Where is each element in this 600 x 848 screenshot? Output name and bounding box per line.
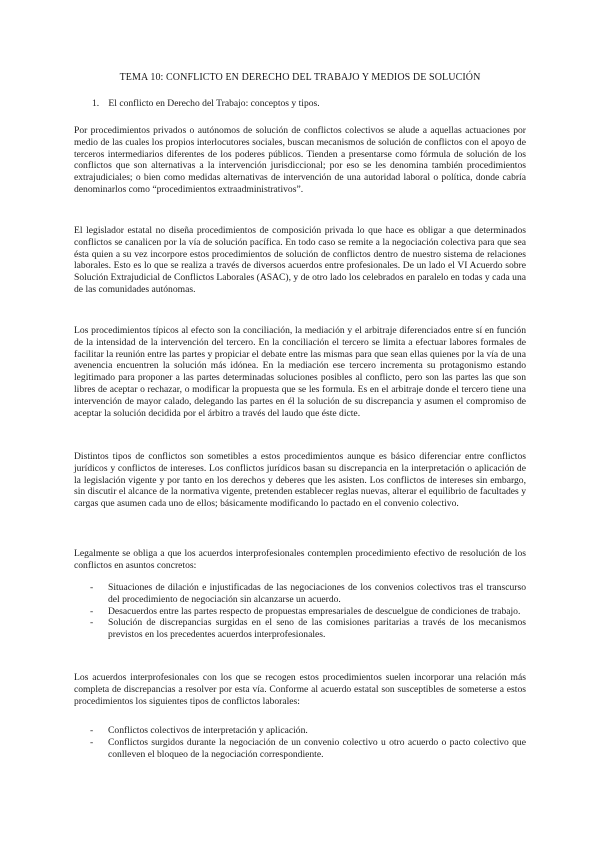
- list-item-text: Conflictos colectivos de interpretación y aplicación.: [108, 725, 308, 736]
- list-dash: -: [90, 736, 94, 748]
- list-item-text: Solución de discrepancias surgidas en el seno de las comisiones paritarias a través de los mecanismos previstos en los precedentes acuerdos interprofesionales.: [108, 617, 526, 641]
- paragraph-tipos-de-conflictos: Distintos tipos de conflictos son sometibles a estos procedimientos aunque es básico diferenciar entre conflictos jurídicos y conflictos de intereses. Los conflictos jurídicos basan su discrepancia en la interpretación o aplicación de la legislación vigente y por tanto en los derechos y deberes que les asisten. Los conflictos de intereses sin embargo, sin discutir el alcance de la normativa vigente, pretenden establecer reglas nuevas, alterar el equilibrio de facultades y cargas que asumen cada uno de ellos; básicamente modificando lo pactado en el convenio colectivo.: [74, 451, 526, 510]
- paragraph-legislador-estatal: El legislador estatal no diseña procedimientos de composición privada lo que hace es obligar a que determinados conflictos se canalicen por la vía de solución pacífica. En todo caso se remite a la negociación colectiva para que sea ésta quien a su vez incorpore estos procedimientos de solución de conflictos dentro de nuestro sistema de relaciones laborales. Esto es lo que se realiza a través de diversos acuerdos entre profesionales. De un lado el VI Acuerdo sobre Solución Extrajudicial de Conflictos Laborales (ASAC), y de otro lado los celebrados en paralelo en todas y cada una de las comunidades autónomas.: [74, 225, 526, 295]
- paragraph-acuerdos-interprofesionales: Los acuerdos interprofesionales con los que se recogen estos procedimientos suelen incorporar una relación más completa de discrepancias a resolver por esta vía. Conforme al acuerdo estatal son susceptibles de someterse a estos procedimientos los siguientes tipos de conflictos laborales:: [74, 672, 526, 707]
- list-dash: -: [90, 617, 94, 629]
- list-dash: -: [90, 725, 94, 736]
- list-item-text: Situaciones de dilación e injustificadas de las negociaciones de los convenios colectivos tras el transcurso del procedimiento de negociación sin alcanzarse un acuerdo.: [108, 582, 526, 605]
- section-number: 1.: [92, 98, 100, 109]
- list-item: [74, 617, 526, 641]
- list-item: [74, 725, 526, 737]
- paragraph-procedimientos-tipicos: Los procedimientos típicos al efecto son la conciliación, la mediación y el arbitraje diferenciados entre sí en función de la intensidad de la intervención del tercero. En la conciliación el tercero se limita a efectuar labores formales de facilitar la reunión entre las partes y propiciar el debate entre las mismas para que sean ellas quienes por la vía de una avenencia encuentren la solución más idónea. En la mediación ese tercero incrementa su protagonismo estando legitimado para proponer a las partes determinadas soluciones posibles al conflicto, pero son las partes las que son libres de aceptar o rechazar, o modificar la propuesta que se les formula. Es en el arbitraje donde el tercero tiene una intervención de mayor calado, delegando las partes en él la solución de su discrepancia y asumen el compromiso de aceptar la solución decidida por el árbitro a través del laudo que éste dicte.: [74, 325, 526, 419]
- document-title: TEMA 10: CONFLICTO EN DERECHO DEL TRABAJO Y MEDIOS DE SOLUCIÓN: [119, 72, 481, 83]
- list-item-text: Conflictos surgidos durante la negociación de un convenio colectivo u otro acuerdo o pacto colectivo que conlleven el bloqueo de la negociación correspondiente.: [108, 736, 526, 760]
- section-heading-text: El conflicto en Derecho del Trabajo: conceptos y tipos.: [108, 98, 320, 109]
- list-tipos-conflictos-laborales: [74, 725, 526, 760]
- section-heading: [92, 98, 512, 110]
- list-item: [74, 737, 526, 761]
- list-dash: -: [90, 582, 94, 593]
- list-item: [74, 582, 526, 606]
- list-dash: -: [90, 605, 94, 617]
- list-asuntos-concretos: [74, 582, 526, 641]
- paragraph-procedimientos-privados: Por procedimientos privados o autónomos de solución de conflictos colectivos se alude a aquellas actuaciones por medio de las cuales los propios interlocutores sociales, buscan mecanismos de solución de conflictos con el apoyo de terceros intermediarios diferentes de los poderes públicos. Tienden a presentarse como fórmula de solución de los conflictos que son alternativas a la intervención jurisdiccional; por eso se les denomina también procedimientos extrajudiciales; o bien como medidas alternativas de intervención de una autoridad laboral o política, donde cabría denominarlos como “procedimientos extraadministrativos”.: [74, 125, 526, 195]
- list-item: [74, 606, 526, 618]
- list-item-text: Desacuerdos entre las partes respecto de propuestas empresariales de descuelgue de condiciones de trabajo.: [108, 605, 521, 617]
- paragraph-obligacion-legal: Legalmente se obliga a que los acuerdos interprofesionales contemplen procedimiento efectivo de resolución de los conflictos en asuntos concretos:: [74, 548, 526, 571]
